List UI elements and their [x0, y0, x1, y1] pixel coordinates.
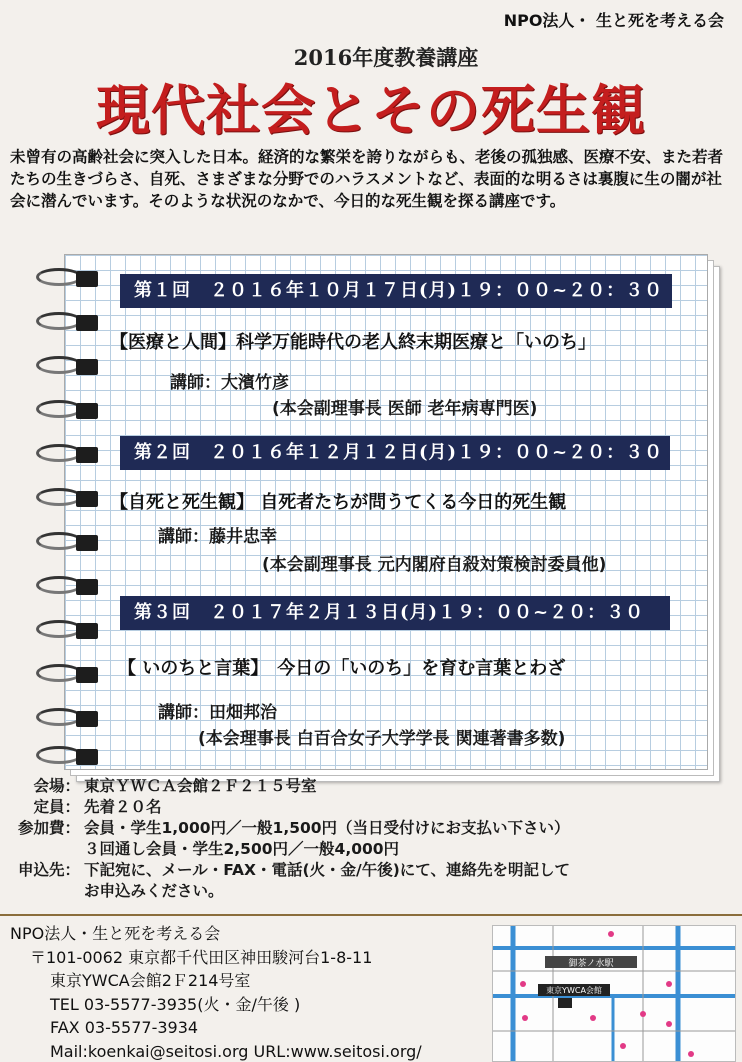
venue-label: 会場：	[33, 777, 80, 795]
apply-value-2: お申込みください。	[84, 882, 224, 900]
map-building-label: 東京YWCA会館	[546, 986, 602, 995]
spiral-ring	[36, 400, 106, 422]
organization-header: NPO法人・ 生と死を考える会	[503, 11, 724, 30]
fee-value-2: ３回通し会員・学生2,500円／一般4,000円	[84, 840, 400, 858]
capacity-value: 先着２０名	[84, 798, 162, 816]
capacity-row	[10, 797, 730, 818]
fee-row	[10, 818, 730, 839]
contact-address: 〒101-0062 東京都千代田区神田駿河台1-8-11	[30, 947, 373, 967]
session-3-role: (本会理事長 白百合女子大学学長 関連著書多数)	[198, 729, 566, 749]
venue-row	[10, 776, 730, 797]
spiral-ring	[36, 268, 106, 290]
intro-text: 未曾有の高齢社会に突入した日本。経済的な繁栄を誇りながらも、老後の孤独感、医療不安、また若者たちの生きづらさ、自死、さまざまな分野でのハラスメントなど、表面的な明るさは裏腹に生の闇が社会に潜んでいます。そのような状況のなかで、今日的な死生観を探る講座です。	[10, 148, 724, 210]
session-3-topic: 【 いのちと言葉】 今日の「いのち」を育む言葉とわざ	[118, 658, 566, 679]
session-2-topic: 【自死と死生観】 自死者たちが問うてくる今日的死生観	[110, 492, 567, 513]
contact-org: NPO法人・生と死を考える会	[10, 924, 221, 943]
contact-fax[interactable]: FAX 03-5577-3934	[50, 1018, 199, 1037]
spiral-ring	[36, 312, 106, 334]
course-subtitle: 2016年度教養講座	[293, 45, 479, 70]
map-station-label: 御茶ノ水駅	[568, 959, 614, 969]
venue-value: 東京ＹＷＣＡ会館２Ｆ２１５号室	[84, 777, 317, 795]
access-map	[492, 925, 736, 1062]
session-1-role: (本会副理事長 医師 老年病専門医)	[272, 399, 538, 419]
map-graphic	[493, 926, 736, 1062]
spiral-ring	[36, 356, 106, 378]
fee-row-2	[10, 839, 730, 860]
contact-mail-url[interactable]: Mail:koenkai@seitosi.org URL:www.seitosi.org/	[50, 1041, 422, 1061]
apply-row	[10, 860, 730, 881]
session-2-banner: 第２回 ２０１６年１２月１２日(月)１９：００~２０：３０	[120, 436, 670, 470]
session-2-role: (本会副理事長 元内閣府自殺対策検討委員他)	[262, 555, 607, 575]
session-3-banner: 第３回 ２０１７年２月１３日(月)１９：００~２０：３０	[120, 596, 670, 630]
event-info	[10, 776, 730, 902]
contact-block	[10, 922, 480, 1062]
session-2-lecturer: 講師：藤井忠幸	[158, 527, 277, 547]
contact-building: 東京YWCA会館2Ｆ214号室	[50, 971, 251, 990]
fee-label: 参加費：	[17, 819, 80, 837]
spiral-ring	[36, 746, 106, 768]
session-1-lecturer: 講師：大濱竹彦	[170, 373, 289, 393]
capacity-label: 定員：	[33, 798, 80, 816]
spiral-ring	[36, 488, 106, 510]
spiral-ring	[36, 708, 106, 730]
spiral-ring	[36, 532, 106, 554]
apply-row-2	[10, 881, 730, 902]
session-1-banner: 第１回 ２０１６年１０月１７日(月)１９：００~２０：３０	[120, 274, 672, 308]
apply-label: 申込先：	[17, 861, 80, 879]
session-1-topic: 【医療と人間】科学万能時代の老人終末期医療と「いのち」	[110, 332, 596, 353]
spiral-ring	[36, 444, 106, 466]
contact-tel: TEL 03-5577-3935(火・金/午後 )	[50, 994, 301, 1014]
spiral-ring	[36, 576, 106, 598]
spiral-ring	[36, 620, 106, 642]
section-divider	[0, 914, 742, 916]
session-3-lecturer: 講師：田畑邦治	[158, 703, 277, 723]
spiral-ring	[36, 664, 106, 686]
fee-value-1: 会員・学生1,000円／一般1,500円（当日受付けにお支払い下さい）	[84, 819, 570, 837]
apply-value-1: 下記宛に、メール・FAX・電話(火・金/午後)にて、連絡先を明記して	[84, 861, 570, 879]
main-title: 現代社会とその死生観	[96, 79, 646, 142]
